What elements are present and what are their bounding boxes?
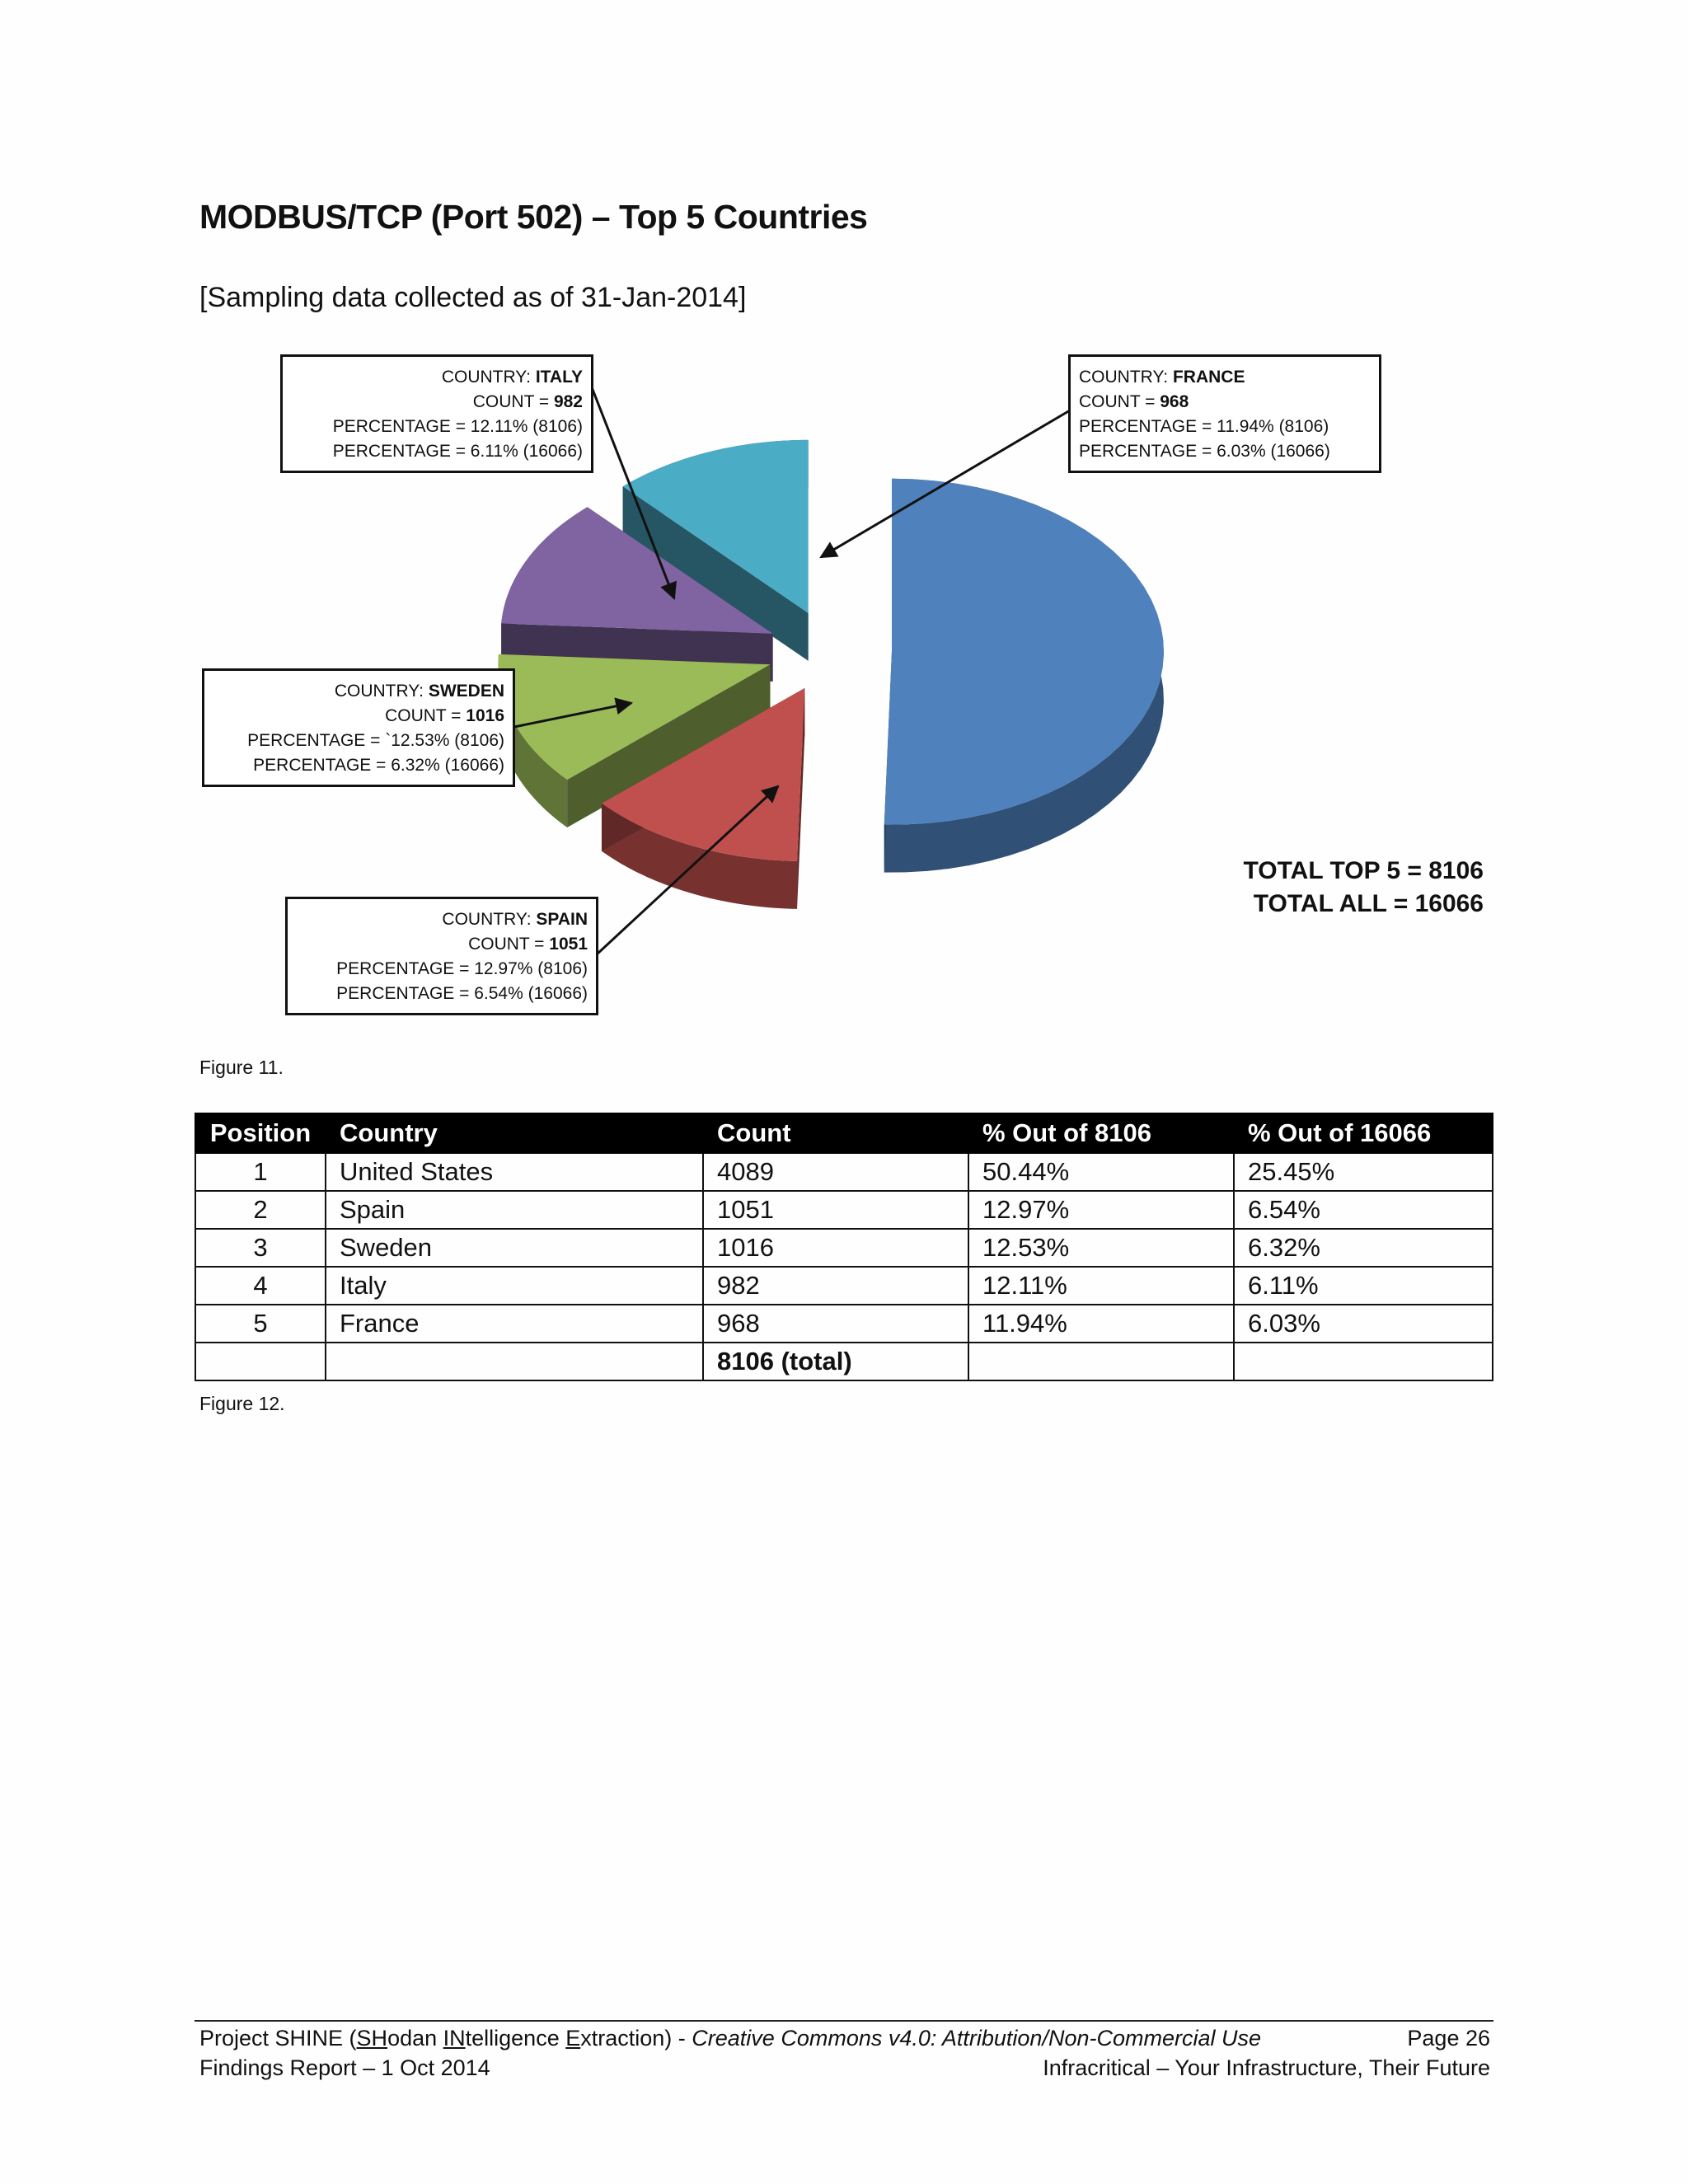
callout-france-country: FRANCE xyxy=(1172,368,1245,387)
table-row: 4 Italy 982 12.11% 6.11% xyxy=(195,1267,1493,1305)
table-row: 5 France 968 11.94% 6.03% xyxy=(195,1305,1493,1343)
table-total: 8106 (total) xyxy=(703,1343,968,1380)
page-title: MODBUS/TCP (Port 502) – Top 5 Countries xyxy=(199,198,868,236)
pie-slices xyxy=(498,440,1164,909)
callout-italy-country: ITALY xyxy=(535,368,583,387)
footer-license: Creative Commons v4.0: Attribution/Non-Commercial Use xyxy=(692,2026,1262,2050)
footer-divider xyxy=(195,2020,1493,2022)
footer-tagline: Infracritical – Your Infrastructure, Their Future xyxy=(1043,2055,1490,2080)
callout-spain-country: SPAIN xyxy=(536,910,588,929)
page-subtitle: [Sampling data collected as of 31-Jan-2014] xyxy=(199,282,747,313)
callout-spain: COUNTRY: SPAIN COUNT = 1051 PERCENTAGE = 12.97% (8106) PERCENTAGE = 6.54% (16066) xyxy=(285,897,598,1015)
header-pct-16066: % Out of 16066 xyxy=(1234,1113,1493,1153)
countries-table xyxy=(195,1113,1493,1381)
table-row: 1 United States 4089 50.44% 25.45% xyxy=(195,1153,1493,1191)
header-pct-8106: % Out of 8106 xyxy=(968,1113,1234,1153)
footer-report-date: Findings Report – 1 Oct 2014 xyxy=(199,2055,490,2080)
total-all: TOTAL ALL = 16066 xyxy=(1253,890,1484,917)
callout-sweden-country: SWEDEN xyxy=(428,682,504,701)
table-total-row xyxy=(195,1343,1493,1380)
callout-italy-count: 982 xyxy=(553,392,583,411)
header-country: Country xyxy=(326,1113,703,1153)
callout-france: COUNTRY: FRANCE COUNT = 968 PERCENTAGE = 11.94% (8106) PERCENTAGE = 6.03% (16066) xyxy=(1068,354,1381,473)
header-position: Position xyxy=(195,1113,326,1153)
callout-sweden: COUNTRY: SWEDEN COUNT = 1016 PERCENTAGE = `12.53% (8106) PERCENTAGE = 6.32% (16066) xyxy=(202,668,515,787)
callout-france-count: 968 xyxy=(1160,392,1189,411)
header-count: Count xyxy=(703,1113,968,1153)
footer-page-number: Page 26 xyxy=(1407,2026,1490,2050)
table-row: 3 Sweden 1016 12.53% 6.32% xyxy=(195,1229,1493,1267)
table-row: 2 Spain 1051 12.97% 6.54% xyxy=(195,1191,1493,1229)
callout-sweden-count: 1016 xyxy=(466,706,504,725)
callout-spain-count: 1051 xyxy=(549,935,588,954)
callout-italy: COUNTRY: ITALY COUNT = 982 PERCENTAGE = 12.11% (8106) PERCENTAGE = 6.11% (16066) xyxy=(280,354,593,473)
total-top5: TOTAL TOP 5 = 8106 xyxy=(1243,857,1484,884)
footer-project: Project SHINE (SHodan INtelligence Extraction) - Creative Commons v4.0: Attribution/Non-Commercial Use xyxy=(199,2026,1262,2050)
figure-11-caption: Figure 11. xyxy=(199,1057,284,1078)
table-header-row xyxy=(195,1113,1493,1153)
figure-12-caption: Figure 12. xyxy=(199,1393,285,1414)
